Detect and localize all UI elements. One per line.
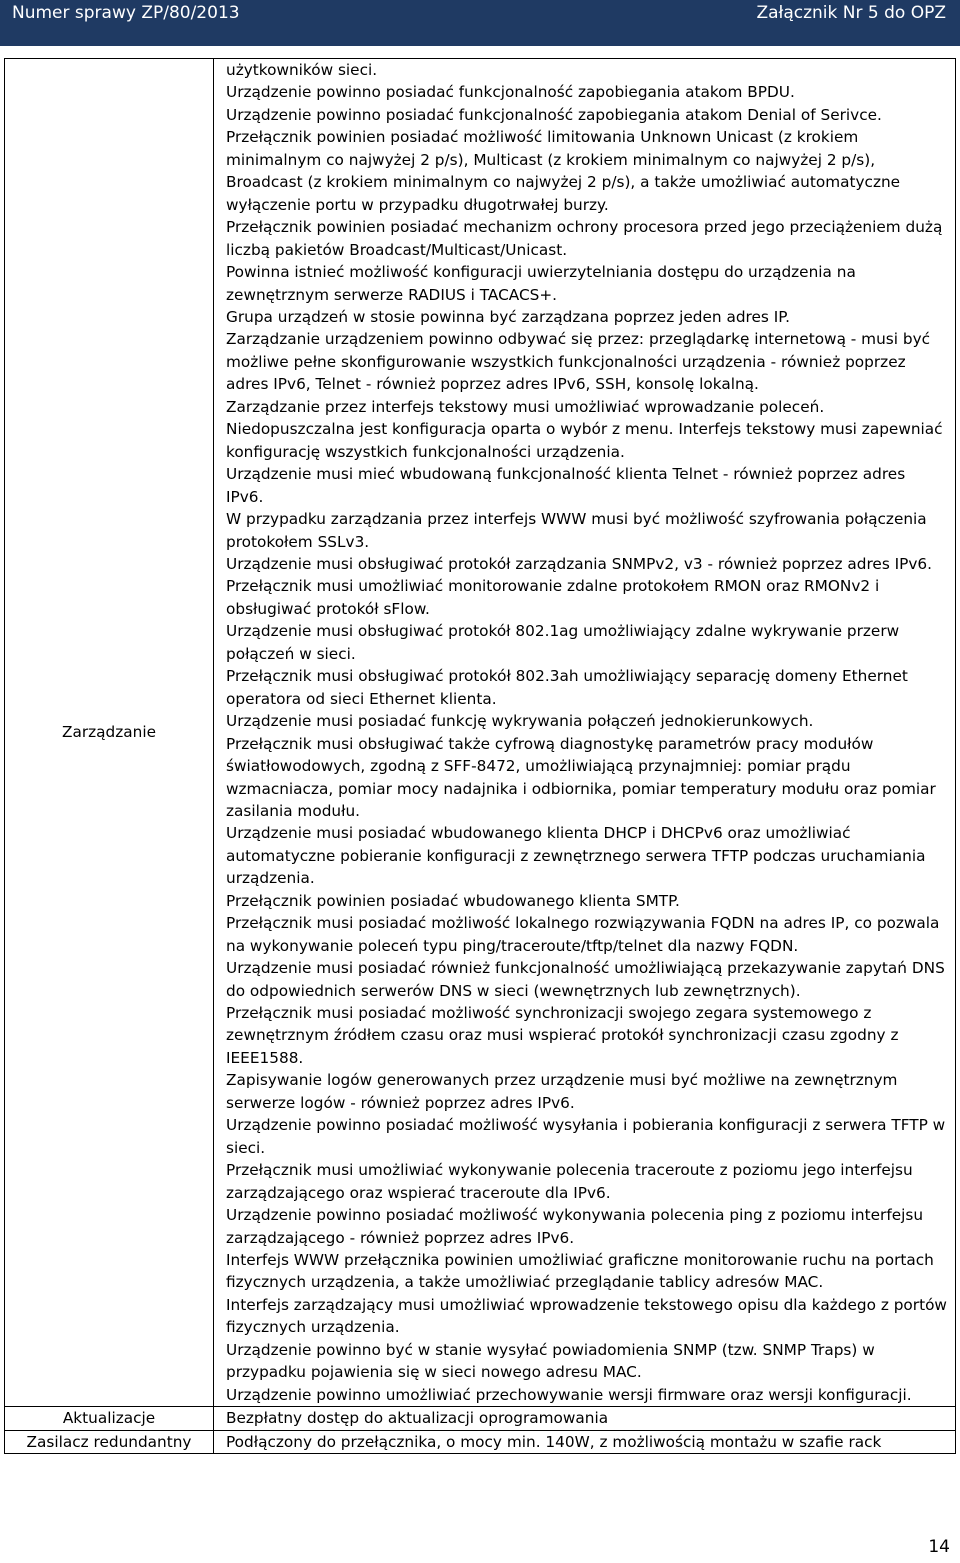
requirement-text: Urządzenie powinno posiadać możliwość wysyłania i pobierania konfiguracji z serwera TFTP w sieci.	[226, 1116, 946, 1157]
requirement-text: Podłączony do przełącznika, o mocy min. 140W, z możliwością montażu w szafie rack	[226, 1432, 882, 1451]
requirement-text: Bezpłatny dostęp do aktualizacji oprogramowania	[226, 1409, 609, 1428]
row-content	[214, 1407, 956, 1430]
table-row	[5, 59, 956, 1407]
page-header	[0, 0, 960, 46]
requirement-text: Urządzenie powinno umożliwiać przechowywanie wersji firmware oraz wersji konfiguracji.	[226, 1385, 912, 1404]
requirement-text: Powinna istnieć możliwość konfiguracji uwierzytelniania dostępu do urządzenia na zewnętrznym serwerze RADIUS i TACACS+.	[226, 263, 856, 304]
requirement-text: Interfejs WWW przełącznika powinien umożliwiać graficzne monitorowanie ruchu na portach fizycznych urządzenia, a także umożliwiać przeglądanie tablicy adresów MAC.	[226, 1251, 934, 1292]
requirement-text: Przełącznik powinien posiadać możliwość limitowania Unknown Unicast (z krokiem minimalnym co najwyżej 2 p/s), Multicast (z krokiem minimalnym co najwyżej 2 p/s), Broadcast (z krokiem minimalnym co najwyżej 2 p/s), a także umożliwiać automatyczne wyłączenie portu w przypadku długotrwałej burzy.	[226, 128, 901, 214]
specification-table	[4, 58, 956, 1454]
requirement-text: Urządzenie musi posiadać wbudowanego klienta DHCP i DHCPv6 oraz umożliwiać automatyczne pobieranie konfiguracji z zewnętrznego serwera TFTP podczas uruchamiania urządzenia.	[226, 824, 926, 888]
table-row	[5, 1407, 956, 1430]
table-row	[5, 1430, 956, 1453]
requirement-text: Urządzenie musi posiadać funkcję wykrywania połączeń jednokierunkowych.	[226, 712, 814, 731]
attachment-label: Załącznik Nr 5 do OPZ	[756, 3, 946, 23]
requirement-text: Grupa urządzeń w stosie powinna być zarządzana poprzez jeden adres IP.	[226, 307, 790, 326]
requirement-text: Przełącznik musi posiadać możliwość lokalnego rozwiązywania FQDN na adres IP, co pozwala na wykonywanie poleceń typu ping/traceroute/tftp/telnet dla nazwy FQDN.	[226, 914, 940, 955]
requirement-text: Urządzenie musi mieć wbudowaną funkcjonalność klienta Telnet - również poprzez adres IPv6.	[226, 465, 906, 506]
requirement-text: Urządzenie powinno być w stanie wysyłać powiadomienia SNMP (tzw. SNMP Traps) w przypadku pojawienia się w sieci nowego adresu MAC.	[226, 1340, 875, 1382]
requirement-text: Zapisywanie logów generowanych przez urządzenie musi być możliwe na zewnętrznym serwerze logów - również poprzez adres IPv6.	[226, 1071, 898, 1112]
row-label: Zarządzanie	[5, 59, 214, 1407]
requirement-text: Przełącznik powinien posiadać mechanizm ochrony procesora przed jego przeciążeniem dużą liczbą pakietów Broadcast/Multicast/Unicast.	[226, 218, 943, 259]
row-content	[214, 59, 956, 1407]
requirement-text: Urządzenie powinno posiadać funkcjonalność zapobiegania atakom Denial of Serivce.	[226, 105, 882, 124]
requirement-text: Urządzenie powinno posiadać funkcjonalność zapobiegania atakom BPDU.	[226, 83, 795, 102]
requirement-text: Przełącznik musi obsługiwać także cyfrową diagnostykę parametrów pracy modułów światłowodowych, zgodną z SFF-8472, umożliwiającą przynajmniej: pomiar prądu wzmacniacza, pomiar mocy nadajnika i odbiornika, pomiar temperatury modułu oraz pomiar zasilania modułu.	[226, 734, 936, 820]
row-label: Zasilacz redundantny	[5, 1430, 214, 1453]
requirement-text: Przełącznik powinien posiadać wbudowanego klienta SMTP.	[226, 891, 680, 910]
requirement-text: Przełącznik musi posiadać możliwość synchronizacji swojego zegara systemowego z zewnętrznym źródłem czasu oraz musi wspierać protokół synchronizacji czasu zgodny z IEEE1588.	[226, 1004, 899, 1067]
page-number: 14	[928, 1537, 950, 1557]
requirement-text: użytkowników sieci.	[226, 61, 378, 79]
row-label: Aktualizacje	[5, 1407, 214, 1430]
requirement-text: Urządzenie musi obsługiwać protokół zarządzania SNMPv2, v3 - również poprzez adres IPv6.	[226, 554, 933, 573]
requirement-text: Interfejs zarządzający musi umożliwiać wprowadzenie tekstowego opisu dla każdego z portów fizycznych urządzenia.	[226, 1295, 947, 1337]
requirement-text: Przełącznik musi umożliwiać wykonywanie polecenia traceroute z poziomu jego interfejsu zarządzającego oraz wspierać traceroute dla IPv6.	[226, 1161, 913, 1202]
requirement-text: W przypadku zarządzania przez interfejs WWW musi być możliwość szyfrowania połączenia protokołem SSLv3.	[226, 510, 927, 551]
requirement-text: Zarządzanie przez interfejs tekstowy musi umożliwiać wprowadzanie poleceń. Niedopuszczalna jest konfiguracja oparta o wybór z menu. Interfejs tekstowy musi zapewniać konfigurację wszystkich funkcjonalności urządzenia.	[226, 397, 943, 461]
row-content	[214, 1430, 956, 1453]
requirement-text: Zarządzanie urządzeniem powinno odbywać się przez: przeglądarkę internetową - musi być możliwe pełne skonfigurowanie wszystkich funkcjonalności urządzenia - również poprzez adres IPv6, Telnet - również poprzez adres IPv6, SSH, konsolę lokalną.	[226, 330, 931, 394]
requirement-text: Przełącznik musi obsługiwać protokół 802.3ah umożliwiający separację domeny Ethernet operatora od sieci Ethernet klienta.	[226, 667, 908, 708]
case-number: Numer sprawy ZP/80/2013	[12, 3, 240, 23]
specification-table-body	[5, 59, 956, 1454]
requirement-text: Przełącznik musi umożliwiać monitorowanie zdalne protokołem RMON oraz RMONv2 i obsługiwać protokół sFlow.	[226, 577, 880, 618]
requirement-text: Urządzenie musi obsługiwać protokół 802.1ag umożliwiający zdalne wykrywanie przerw połączeń w sieci.	[226, 622, 900, 663]
requirement-text: Urządzenie powinno posiadać możliwość wykonywania polecenia ping z poziomu interfejsu zarządzającego - również poprzez adres IPv6.	[226, 1206, 924, 1247]
requirement-text: Urządzenie musi posiadać również funkcjonalność umożliwiającą przekazywanie zapytań DNS do odpowiednich serwerów DNS w sieci (wewnętrznych lub zewnętrznych).	[226, 959, 945, 1000]
